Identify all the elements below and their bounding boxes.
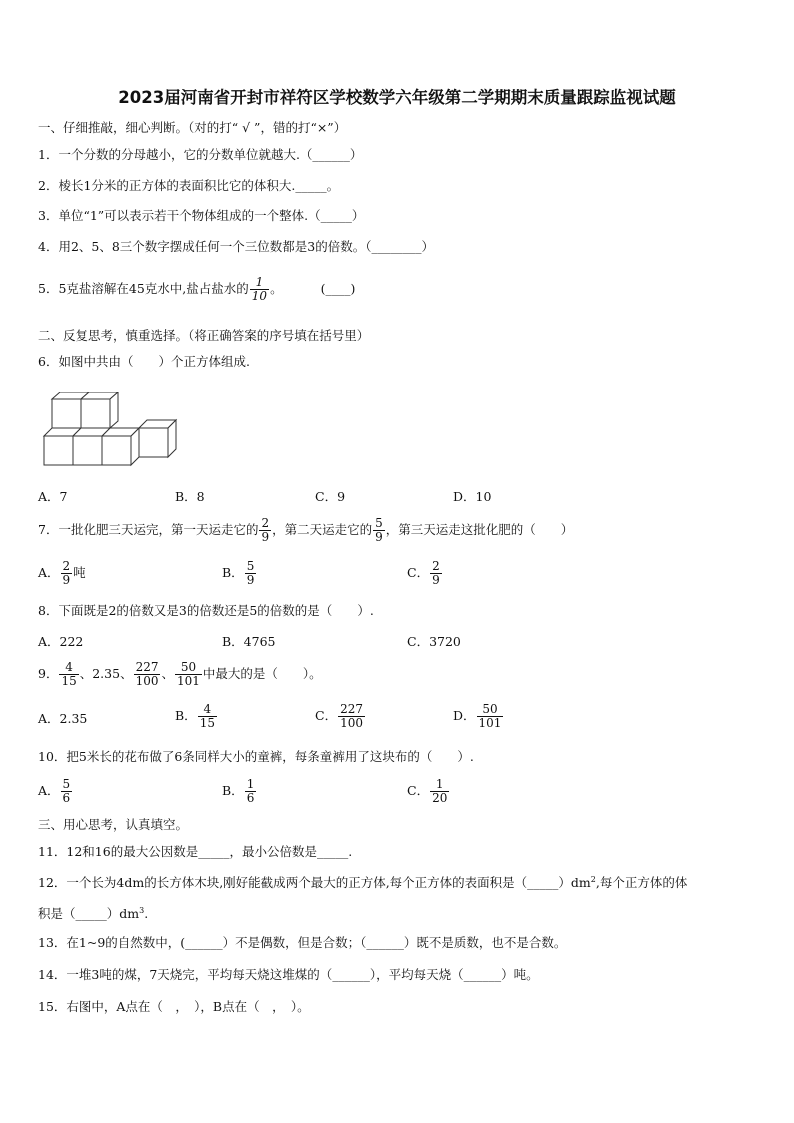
q9-f1-num: 4 [59,661,78,675]
q12-text-d: . [144,906,149,922]
q7-option-a-fraction [61,560,73,587]
q7-f1-den: 9 [261,530,270,545]
q10-a-num: 5 [62,777,71,791]
q10-option-a [38,778,73,805]
question-2: 2．棱长1分米的正方体的表面积比它的体积大._____。 [38,178,340,193]
question-1: 1．一个分数的分母越小，它的分数单位就越大.（______） [38,147,363,162]
q9-d-num: 50 [477,703,504,717]
q7-option-b [222,560,257,587]
q9-c-num: 227 [340,702,363,716]
q9-f2-num: 227 [135,660,159,674]
q10-option-c-label: C． [407,783,430,799]
cube-figure [42,392,182,468]
q12-sup-1: 2 [590,875,596,884]
q9-option-b-fraction [198,703,217,730]
q7-option-b-label: B． [222,565,244,581]
q5-text: 5．5克盐溶解在45克水中,盐占盐水的 [38,281,249,297]
q7-a-den: 9 [62,573,71,588]
q10-option-a-fraction [61,778,73,805]
q7-text: 7．一批化肥三天运完，第一天运走它的 [38,522,259,538]
q9-option-c [315,703,366,730]
q9-option-b [175,703,218,730]
q6-option-a: A．7 [38,489,68,504]
q6-option-c: C．9 [315,489,346,504]
cube-b2 [73,436,102,465]
q5-answer-paren: (____) [320,281,356,297]
question-3: 3．单位“1”可以表示若干个物体组成的一个整体.（_____） [38,208,365,223]
question-5 [38,276,355,303]
q9-option-d-fraction [477,703,504,730]
q7-c-num: 2 [432,559,440,573]
q10-option-b-label: B． [222,783,244,799]
q7-mid: ，第二天运走它的 [272,522,373,538]
q9-option-c-label: C． [315,708,338,724]
q7-fraction-1 [259,517,271,544]
q7-option-b-fraction [245,560,257,587]
q7-b-num: 5 [246,559,255,573]
q7-option-c-label: C． [407,565,430,581]
q9-option-d [453,703,504,730]
q7-c-den: 9 [432,573,440,588]
q5-denominator: 10 [251,289,268,304]
question-12-line-1 [38,876,687,890]
q10-c-num: 1 [430,778,449,792]
q7-f1-num: 2 [261,516,270,530]
q9-option-a: A．2.35 [38,711,88,726]
q7-option-a [38,560,86,587]
q10-option-b-fraction [245,778,257,805]
q6-option-d: D．10 [453,489,492,504]
cube-b1 [44,436,73,465]
q12-sup-2: 3 [139,906,145,915]
question-13: 13．在1~9的自然数中，(______）不是偶数，但是合数；（______）既不是质数，也不是合数。 [38,935,567,950]
question-11: 11．12和16的最大公因数是_____，最小公倍数是_____. [38,844,353,859]
q9-post: 中最大的是（ ）。 [202,666,322,682]
q9-d-den: 101 [478,716,502,731]
q7-option-a-unit: 吨 [73,565,86,581]
q10-option-c-fraction [430,778,449,805]
question-7 [38,517,573,544]
q5-post: 。 [270,281,283,297]
q9-option-d-label: D． [453,708,476,724]
q12-text-b: ,每个正方体的体 [595,875,688,891]
question-8: 8．下面既是2的倍数又是3的倍数还是5的倍数的是（ ）. [38,603,374,618]
q7-option-c [407,560,443,587]
q9-b-num: 4 [198,703,217,717]
q12-text-a: 12．一个长为4dm的长方体木块,刚好能截成两个最大的正方体,每个正方体的表面积是（_____）dm [38,875,591,891]
q5-numerator: 1 [250,276,269,290]
q9-label: 9． [38,666,59,682]
q9-b-den: 15 [199,716,215,731]
q7-post: ，第三天运走这批化肥的（ ） [385,522,574,538]
q7-f2-den: 9 [375,530,383,545]
q9-mid1: 、2.35、 [79,666,133,682]
q12-text-c: 积是（_____）dm [38,906,140,922]
question-10: 10．把5米长的花布做了6条同样大小的童裤，每条童裤用了这块布的（ ）. [38,749,474,764]
page-title: 2023届河南省开封市祥符区学校数学六年级第二学期期末质量跟踪监视试题 [118,88,676,107]
q10-a-den: 6 [62,791,71,806]
question-12-line-2 [38,907,148,921]
section-1-heading: 一、仔细推敲，细心判断。（对的打“ √ ”，错的打“×”） [38,120,347,135]
q10-option-b [222,778,257,805]
q9-f3-num: 50 [175,661,202,675]
q5-fraction [250,276,269,303]
q8-option-b: B．4765 [222,634,276,649]
q9-mid2: 、 [161,666,174,682]
q10-b-den: 6 [246,791,255,806]
q9-fraction-1 [59,661,78,688]
q7-fraction-2 [373,517,385,544]
q6-option-b: B．8 [175,489,205,504]
q10-b-num: 1 [246,777,255,791]
question-15: 15．右图中，A点在（ ， ），B点在（ ， ）。 [38,999,310,1014]
q9-f2-den: 100 [135,674,159,689]
q7-f2-num: 5 [375,516,383,530]
q9-f1-den: 15 [61,674,77,689]
section-2-heading: 二、反复思考，慎重选择。（将正确答案的序号填在括号里） [38,328,370,343]
question-9 [38,661,322,688]
q9-fraction-3 [175,661,202,688]
q10-option-c [407,778,450,805]
q8-option-c: C．3720 [407,634,461,649]
q10-option-a-label: A． [38,783,60,799]
q7-option-c-fraction [430,560,442,587]
q9-c-den: 100 [340,716,363,731]
q9-fraction-2 [134,661,161,688]
cube-t2 [81,392,118,428]
q8-option-a: A．222 [38,634,84,649]
cube-b4 [139,420,176,457]
q7-a-num: 2 [62,559,71,573]
q9-f3-den: 101 [177,674,200,689]
q7-b-den: 9 [246,573,255,588]
q7-option-a-label: A． [38,565,60,581]
section-3-heading: 三、用心思考，认真填空。 [38,817,189,832]
q9-option-b-label: B． [175,708,197,724]
question-6: 6．如图中共由（ ）个正方体组成. [38,354,250,369]
q10-c-den: 20 [432,791,448,806]
question-14: 14．一堆3吨的煤，7天烧完，平均每天烧这堆煤的（______），平均每天烧（______）吨。 [38,967,539,982]
q9-option-c-fraction [338,703,365,730]
question-4: 4．用2、5、8三个数字摆成任何一个三位数都是3的倍数。（________） [38,239,435,254]
